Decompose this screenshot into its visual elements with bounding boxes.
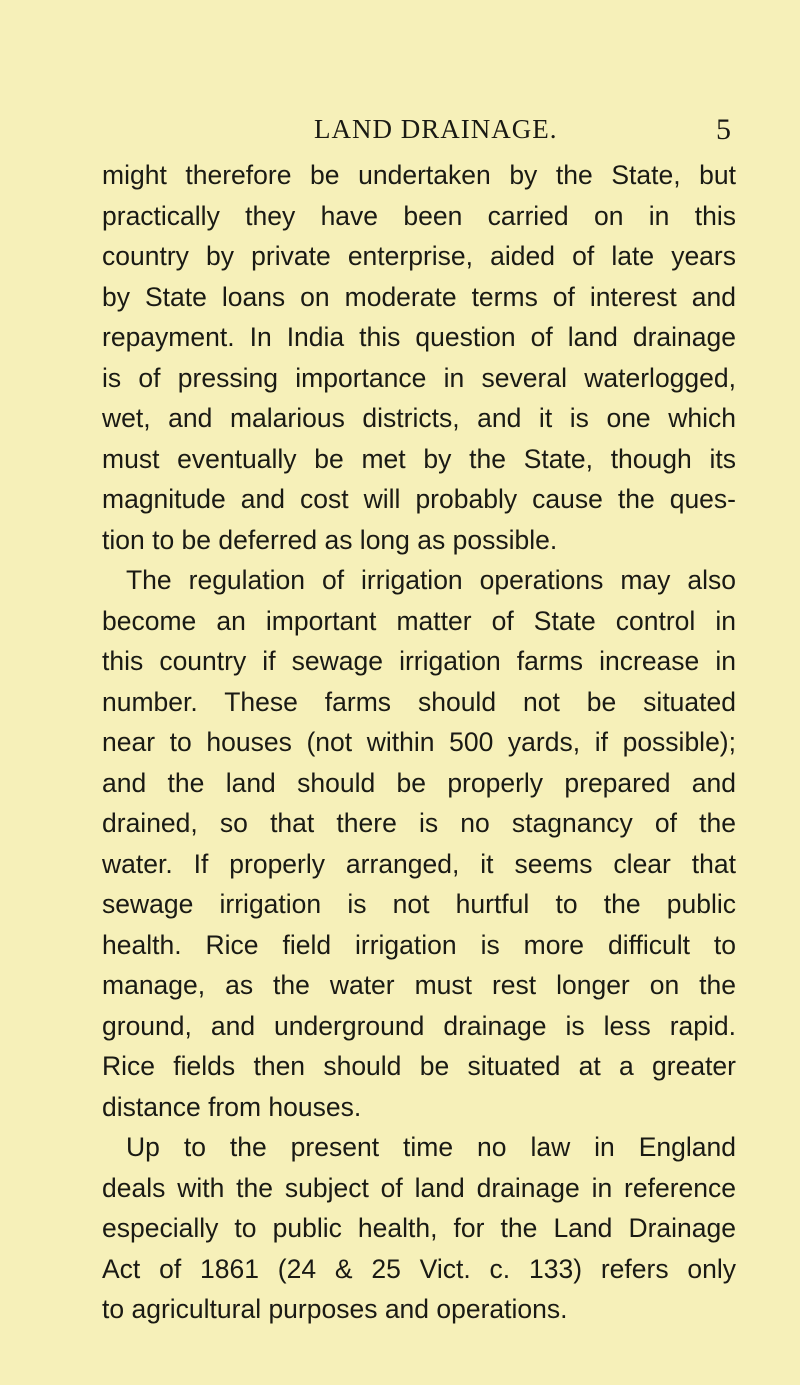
text-line: near to houses (not within 500 yards, if possible); bbox=[102, 727, 736, 757]
text-line: Act of 1861 (24 & 25 Vict. c. 133) refers only bbox=[102, 1253, 736, 1284]
text-line: health. Rice field irrigation is more difficult to bbox=[102, 929, 736, 960]
text-line: especially to public health, for the Land Drainage bbox=[102, 1213, 736, 1243]
text-line: drained, so that there is no stagnancy of the bbox=[102, 808, 736, 838]
text-line: practically they have been carried on in this bbox=[102, 200, 736, 231]
text-line: ground, and underground drainage is less rapid. bbox=[102, 1010, 736, 1041]
running-head bbox=[0, 113, 800, 153]
text-line: must eventually be met by the State, though its bbox=[102, 443, 736, 474]
text-line: might therefore be undertaken by the State, but bbox=[102, 160, 736, 190]
text-line: Rice fields then should be situated at a greater bbox=[102, 1051, 736, 1081]
text-line: and the land should be properly prepared and bbox=[102, 767, 736, 798]
text-line: magnitude and cost will probably cause the ques- bbox=[102, 484, 736, 514]
text-line: sewage irrigation is not hurtful to the public bbox=[102, 889, 736, 919]
text-line: this country if sewage irrigation farms increase in bbox=[102, 646, 736, 676]
text-line: is of pressing importance in several waterlogged, bbox=[102, 362, 736, 393]
text-line: distance from houses. bbox=[102, 1091, 362, 1122]
body-text bbox=[102, 155, 736, 1330]
text-line: country by private enterprise, aided of late years bbox=[102, 241, 736, 271]
text-line: Up to the present time no law in England bbox=[126, 1132, 736, 1162]
text-line: number. These farms should not be situated bbox=[102, 686, 736, 717]
text-line: repayment. In India this question of land drainage bbox=[102, 322, 736, 352]
text-line: deals with the subject of land drainage in reference bbox=[102, 1172, 736, 1203]
text-line: become an important matter of State control in bbox=[102, 605, 736, 636]
text-line: The regulation of irrigation operations may also bbox=[126, 565, 736, 595]
text-line: tion to be deferred as long as possible. bbox=[102, 524, 558, 555]
text-line: water. If properly arranged, it seems clear that bbox=[102, 848, 736, 879]
text-line: wet, and malarious districts, and it is one which bbox=[102, 403, 736, 433]
text-line: to agricultural purposes and operations. bbox=[102, 1294, 568, 1324]
running-title: LAND DRAINAGE. bbox=[314, 114, 558, 144]
page-number: 5 bbox=[716, 113, 731, 146]
text-line: manage, as the water must rest longer on the bbox=[102, 970, 736, 1000]
text-line: by State loans on moderate terms of interest and bbox=[102, 281, 736, 312]
